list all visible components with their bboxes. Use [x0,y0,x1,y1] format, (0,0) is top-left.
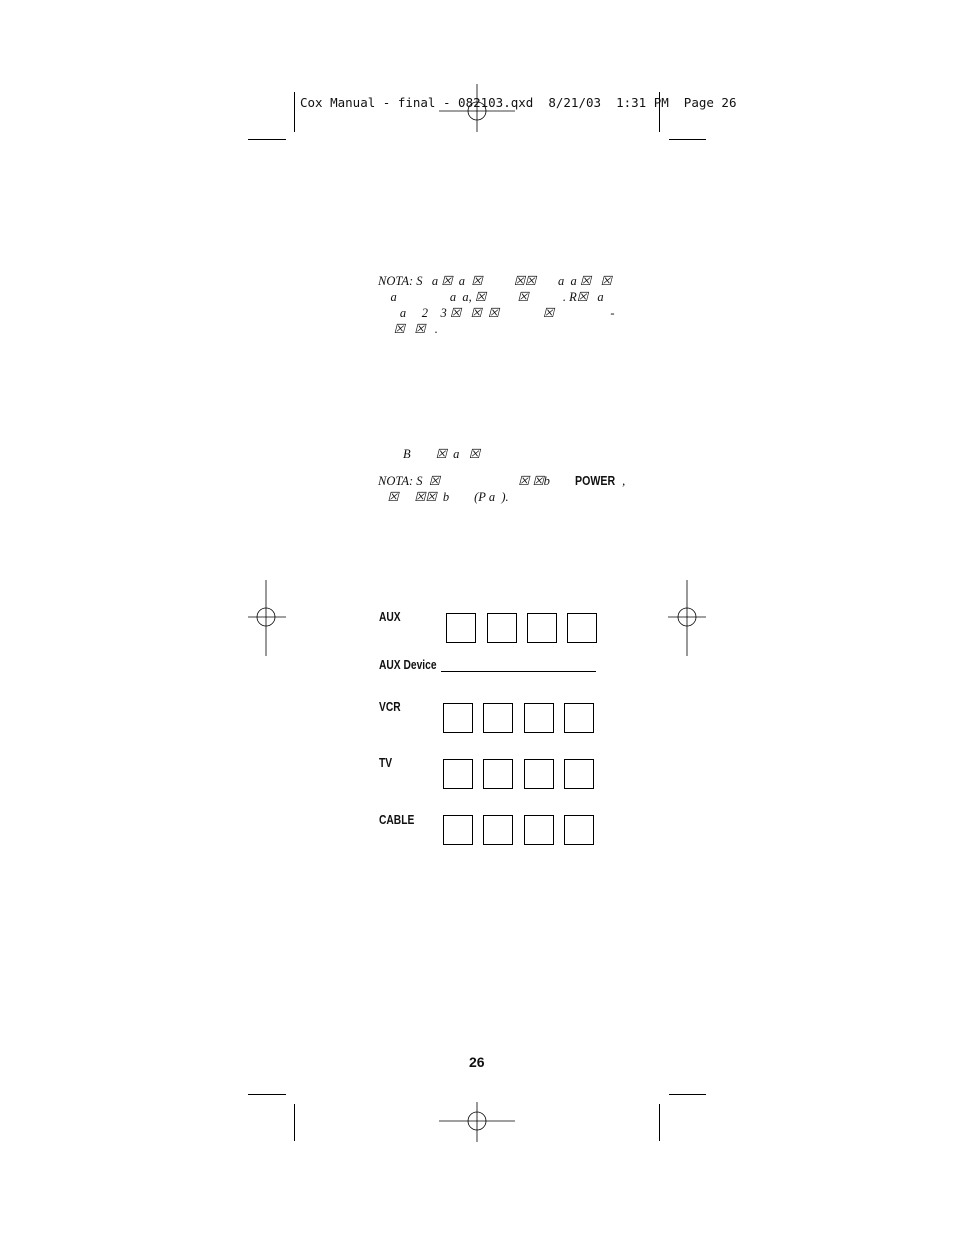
registration-mark-left [248,580,286,656]
note-block-2 [378,473,625,489]
tv-label: TV [379,756,393,770]
note-line-b2: ☒ ☒☒ b (P a ). [378,490,509,504]
vcr-code-box-1[interactable] [443,703,473,733]
note-line-b: B ☒ a ☒ [378,447,480,461]
note-line: NOTA: S a ☒ a ☒ ☒☒ a a ☒ ☒ [378,274,612,288]
note-block-1 [378,273,615,337]
crop-mark-bottom-left-vertical [294,1104,295,1141]
crop-mark-bottom-left-horizontal [248,1094,286,1095]
registration-mark-bottom [439,1102,515,1142]
aux-label: AUX [379,610,401,624]
aux-code-box-1[interactable] [446,613,476,643]
crop-mark-bottom-right-horizontal [669,1094,706,1095]
cable-code-box-1[interactable] [443,815,473,845]
note-text: , [622,474,626,488]
tv-code-box-1[interactable] [443,759,473,789]
power-key-label: POWER [574,474,616,488]
cable-code-box-2[interactable] [483,815,513,845]
aux-device-write-line[interactable] [441,671,596,672]
note-line: ☒ ☒ . [378,322,438,336]
aux-code-box-3[interactable] [527,613,557,643]
crop-mark-top-left-horizontal [248,139,286,140]
cable-label: CABLE [379,813,415,827]
vcr-code-box-4[interactable] [564,703,594,733]
aux-device-label: AUX Device [379,658,437,672]
tv-code-box-3[interactable] [524,759,554,789]
registration-mark-right [668,580,706,656]
vcr-code-box-2[interactable] [483,703,513,733]
note-text: NOTA: S ☒ ☒ ☒b [378,474,575,488]
crop-mark-top-right-horizontal [669,139,706,140]
note-line: a 2 3 ☒ ☒ ☒ ☒ - [378,306,615,320]
crop-mark-bottom-right-vertical [659,1104,660,1141]
crop-mark-top-left-vertical [294,92,295,132]
cable-code-box-3[interactable] [524,815,554,845]
tv-code-box-4[interactable] [564,759,594,789]
page-number: 26 [469,1054,485,1070]
aux-code-box-2[interactable] [487,613,517,643]
tv-code-box-2[interactable] [483,759,513,789]
cable-code-box-4[interactable] [564,815,594,845]
note-line: a a a, ☒ ☒ . R☒ a [378,290,604,304]
vcr-label: VCR [379,700,401,714]
aux-code-box-4[interactable] [567,613,597,643]
file-slug: Cox Manual - final - 082103.qxd 8/21/03 1:31 PM Page 26 [300,95,737,110]
vcr-code-box-3[interactable] [524,703,554,733]
